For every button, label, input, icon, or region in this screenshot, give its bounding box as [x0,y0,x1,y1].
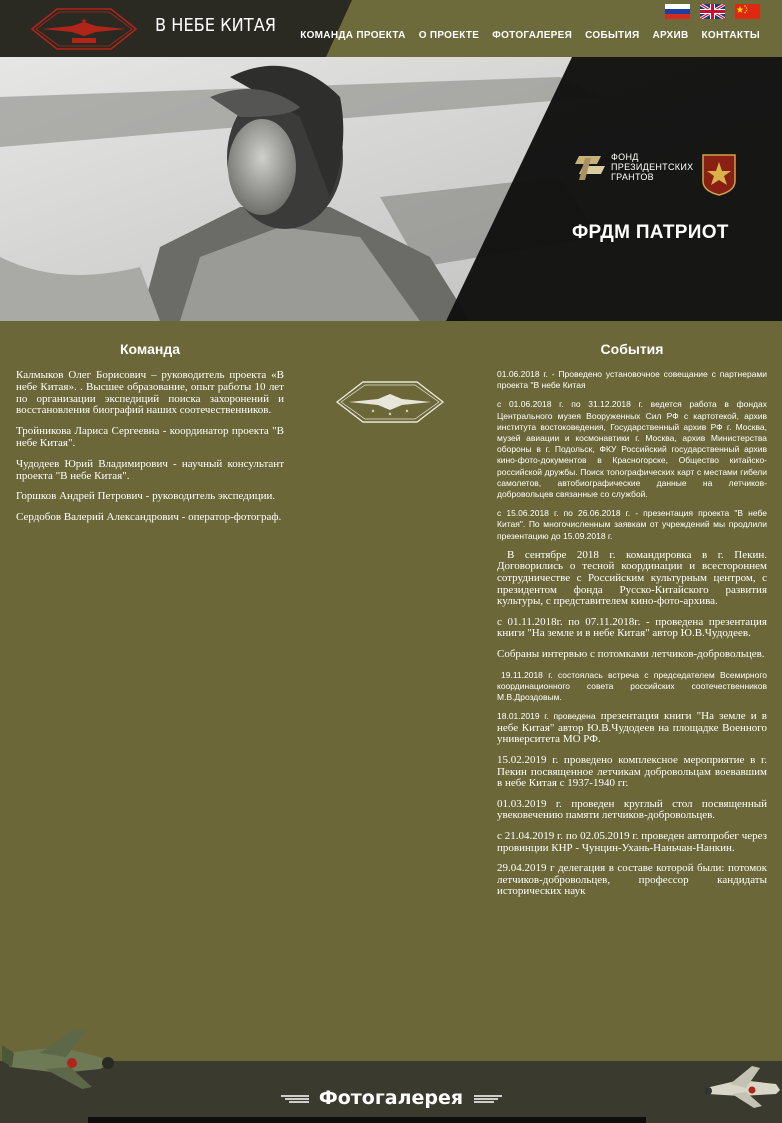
events-list [497,369,767,907]
main-nav [300,30,760,41]
event-item-mixed [497,711,767,746]
events-heading: События [600,341,664,357]
event-text: презентация книги "На земле и в небе Китая" автор Ю.В.Чудодеев на площадке Военного университета МО РФ. [497,710,768,746]
patriot-emblem-icon[interactable] [701,153,737,197]
grants-fund-icon [575,152,605,182]
nav-about[interactable]: О ПРОЕКТЕ [418,30,480,41]
team-member: Сердобов Валерий Александрович - оператор-фотограф. [16,511,282,524]
language-switcher [665,4,760,19]
presidential-grants-logo[interactable] [575,152,693,182]
nav-contacts[interactable]: КОНТАКТЫ [701,30,760,41]
fighter-plane-left-icon [0,1023,118,1095]
nav-archive[interactable]: АРХИВ [652,30,689,41]
event-item: с 15.06.2018 г. по 26.06.2018 г. - презентация проекта "В небе Китая". По многочисленным заявкам от учреждений мы продлили презентацию до 15.09.2018 г. [497,508,767,541]
hero-banner [0,57,782,321]
uk-flag-icon[interactable] [700,4,725,19]
china-flag-icon[interactable] [735,4,760,19]
team-member: Калмыков Олег Борисович – руководитель проекта «В небе Китая». . Высшее образование, опыт работы 10 лет по организации экспедиций поиска захоронений и восстановления биографий наших соотечественников. [16,369,284,417]
content-section [0,321,782,1061]
event-item: 29.04.2019 г делегация в составе которой были: потомок летчиков-добровольцев, профессор кандидаты исторических наук [497,862,767,898]
event-item: с 01.06.2018 г. по 31.12.2018 г. ведется работа в фондах Центрального музея Вооруженных Сил РФ с картотекой, архив института востоковедения, Государственный архив РФ г. Москва, музей авиации и космонавтики г. Москва, архив Министерства обороны в г. Подольск, ФКУ Российский государственный архив кино-фото-документов в Красногорске, Общество китайско-российской дружбы. Поиск топографических карт с местами гибели самолетов, автобиографические данные на летчиков-добровольцев связанные со службой. [497,399,767,500]
event-item: 01.03.2019 г. проведен круглый стол посвященный увековечению памяти летчиков-добровольцев. [497,797,767,822]
team-member: Горшков Андрей Петрович - руководитель экспедиции. [16,490,276,503]
nav-gallery[interactable]: ФОТОГАЛЕРЕЯ [492,30,573,41]
event-item: 01.06.2018 г. - Проведено установочное совещание с партнерами проекта "В небе Китая [497,369,767,391]
gallery-heading[interactable]: Фотогалерея [318,1087,464,1109]
event-item: В сентябре 2018 г. командировка в г. Пекин. Договорились о тесной координации и всестороннем сотрудничестве с Российским культурным центром, с президентом фонда Русско-Китайского развития культуры, с представителем кино-фото-архива. [497,548,767,608]
nav-team[interactable]: КОМАНДА ПРОЕКТА [300,30,406,41]
fpg-line-2: ПРЕЗИДЕНТСКИХ [611,162,694,172]
event-item: 15.02.2019 г. проведено комплексное мероприятие в г. Пекин посвященное летчикам добровольцам воевавшим в небе Китая с 1937-1940 гг. [497,753,767,790]
fpg-line-3: ГРАНТОВ [611,172,654,182]
team-list [16,370,284,533]
russia-flag-icon[interactable] [665,4,690,19]
event-item: Собраны интервью с потомками летчиков-добровольцев. [497,648,765,660]
event-item: 19.11.2018 г. состоялась встреча с председателем Всемирного координационного совета российских соотечественников М.В.Дроздовым. [497,669,767,702]
event-date: 18.01.2019 г. проведена [497,711,596,722]
event-item: с 21.04.2019 г. по 02.05.2019 г. проведен автопробег через провинции КНР - Чунцин-Ухань-Наньчан-Нанкин. [497,829,767,854]
winged-star-logo[interactable] [22,5,146,53]
team-heading: Команда [120,341,180,357]
right-divider-lines [474,1094,502,1104]
team-member: Тройникова Лариса Сергеевна - координатор проекта "В небе Китая". [16,425,284,449]
event-item: с 01.11.2018г. по 07.11.2018г. - проведена презентация книги "На земле и в небе Китая" автор Ю.В.Чудодеев. [497,615,767,640]
fpg-line-1: ФОНД [611,152,639,162]
gallery-preview-band [88,1117,646,1123]
site-title[interactable]: В НЕБЕ КИТАЯ [155,15,277,36]
header [0,0,782,57]
center-winged-star-logo [333,379,447,425]
nav-events[interactable]: СОБЫТИЯ [585,30,640,41]
patriot-title: ФРДМ ПАТРИОТ [572,222,729,243]
team-member: Чудодеев Юрий Владимирович - научный консультант проекта "В небе Китая". [16,457,284,482]
